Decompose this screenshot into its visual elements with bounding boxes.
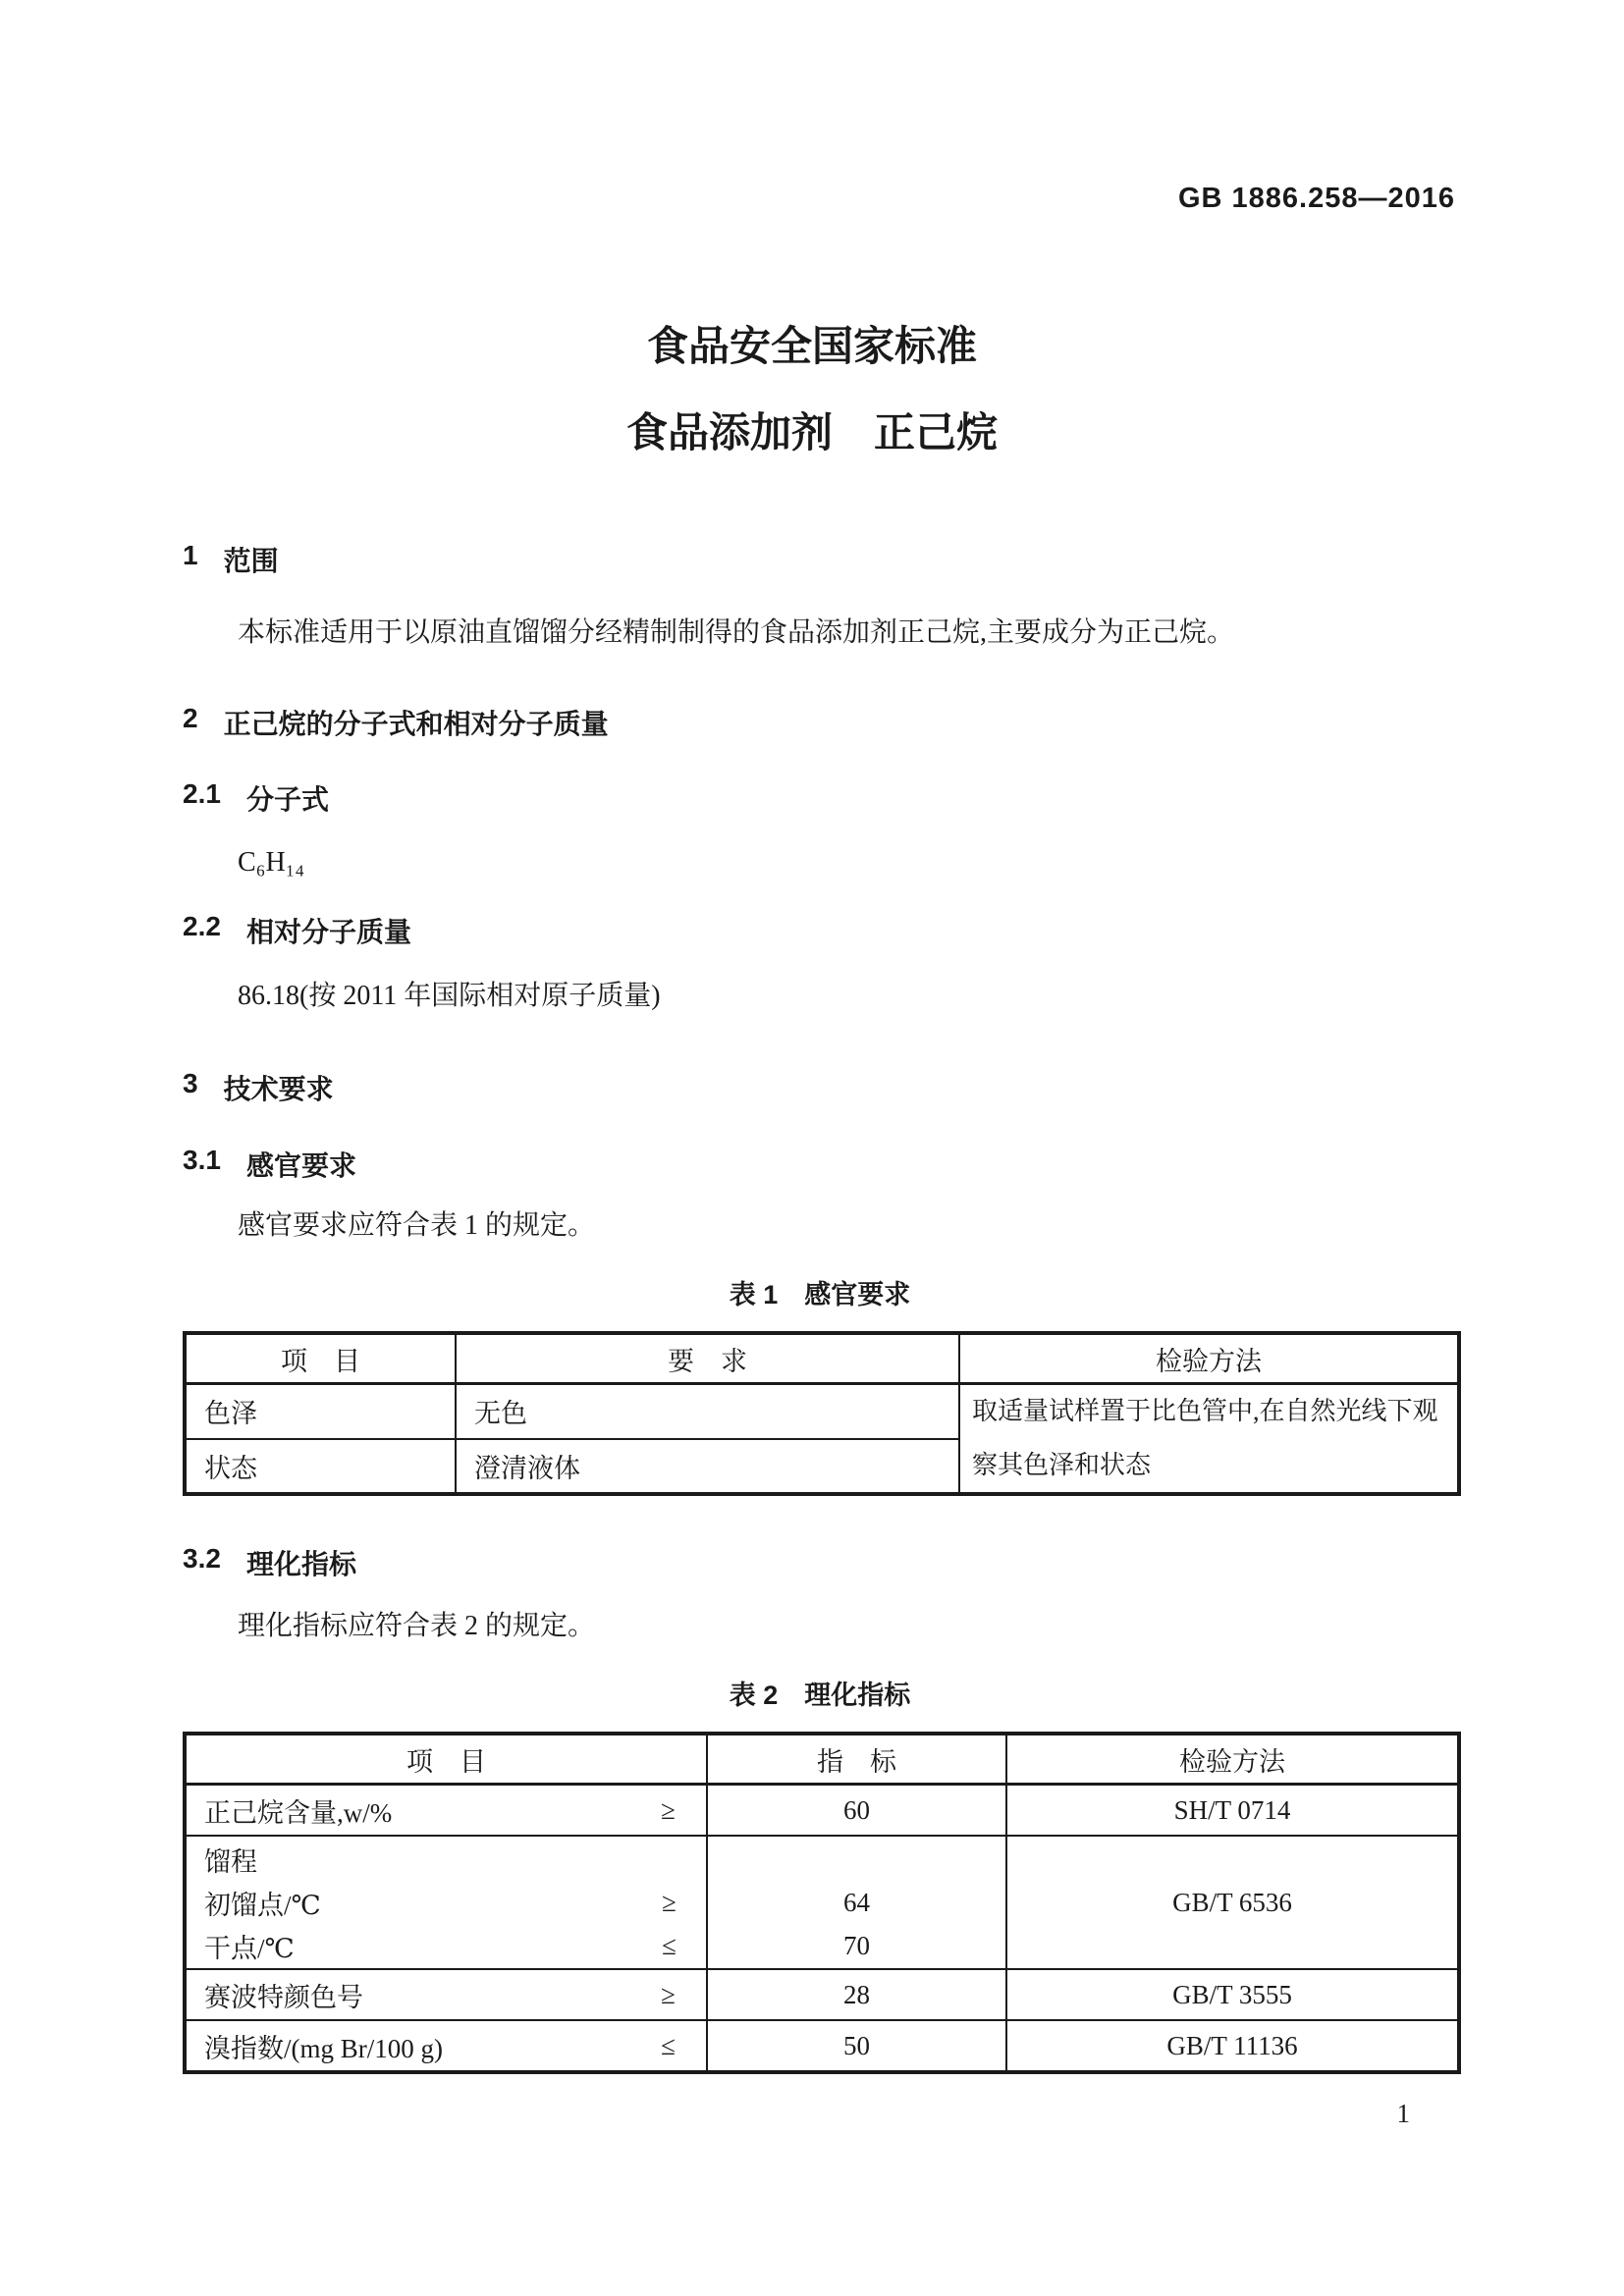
page-subtitle: 食品添加剂 正己烷: [625, 409, 998, 455]
table2-cell-value-bromine-index: 50: [707, 2020, 1006, 2072]
table2-cell-item-saybolt-color: [185, 1969, 707, 2020]
table2-cell-item-distillation: [185, 1836, 707, 1969]
table2-cell-value-distillation: [707, 1836, 1006, 1969]
table-header-row: [185, 1734, 1459, 1785]
comparator-symbol: ≥: [661, 1794, 676, 1825]
section-title: 技术要求: [223, 1074, 334, 1104]
section-heading-formula-mass: [183, 703, 1457, 742]
value-line-empty: [708, 1838, 1005, 1881]
table2-cell-item-bromine-index: [185, 2020, 707, 2072]
section-title: 感官要求: [245, 1150, 356, 1181]
comparator-symbol: ≤: [662, 1930, 677, 1960]
table2-cell-method-hexane-content: SH/T 0714: [1006, 1785, 1459, 1837]
molecular-mass-value: 86.18(按 2011 年国际相对原子质量): [238, 981, 661, 1011]
table2-cell-method-distillation: GB/T 6536: [1006, 1836, 1459, 1969]
table1-cell-requirement-color: 无色: [456, 1384, 959, 1439]
table2-cell-method-bromine-index: GB/T 11136: [1006, 2020, 1459, 2072]
section-heading-technical-requirements: [183, 1068, 1457, 1107]
sub-item-line: [187, 1924, 706, 1967]
molecular-formula: C₆H₁₄: [238, 847, 305, 878]
table1-cell-requirement-state: 澄清液体: [456, 1439, 959, 1495]
comparator-symbol: ≤: [661, 2030, 676, 2060]
section-title: 范围: [223, 546, 279, 576]
table2-header-value: 指 标: [707, 1734, 1006, 1785]
table-row: [185, 1785, 1459, 1837]
table2-cell-method-saybolt-color: GB/T 3555: [1006, 1969, 1459, 2020]
table1-caption: 表 1 感官要求: [729, 1280, 911, 1309]
section-title: 分子式: [245, 784, 329, 815]
section-number: 2.2: [183, 911, 221, 941]
sub-item-line: [187, 1881, 706, 1924]
item-label: 干点/℃: [204, 1933, 295, 1963]
table2-cell-item-hexane-content: [185, 1785, 707, 1837]
table-row: [185, 1384, 1459, 1439]
section-number: 1: [183, 540, 198, 570]
section-heading-molecular-formula: [183, 778, 1457, 818]
page-title: 食品安全国家标准: [646, 323, 977, 369]
table2-physicochemical-indicators: [183, 1732, 1461, 2074]
table-row: [185, 2020, 1459, 2072]
section-number: 3.1: [183, 1145, 221, 1175]
group-label-line: [187, 1838, 706, 1881]
section-heading-scope: [183, 540, 1457, 579]
value-line: 70: [843, 1930, 870, 1960]
table-header-row: [185, 1333, 1459, 1384]
table2-caption: 表 2 理化指标: [729, 1681, 911, 1710]
comparator-symbol: ≥: [662, 1887, 677, 1917]
section-number: 3: [183, 1068, 198, 1098]
item-label: 馏程: [204, 1846, 257, 1877]
table1-cell-method: 取适量试样置于比色管中,在自然光线下观察其色泽和状态: [959, 1384, 1459, 1495]
table1-cell-item-color: 色泽: [185, 1384, 456, 1439]
section-number: 3.2: [183, 1543, 221, 1574]
table2-cell-value-saybolt-color: 28: [707, 1969, 1006, 2020]
item-label: 溴指数/(mg Br/100 g): [204, 2033, 443, 2063]
section-heading-physicochemical: [183, 1543, 1457, 1582]
table1-header-method: 检验方法: [959, 1333, 1459, 1384]
table2-cell-value-hexane-content: 60: [707, 1785, 1006, 1837]
doc-number: GB 1886.258—2016: [1177, 183, 1455, 214]
section-body-physicochemical: 理化指标应符合表 2 的规定。: [238, 1611, 596, 1641]
item-label: 正己烷含量,w/%: [204, 1797, 393, 1828]
section-title: 理化指标: [245, 1549, 356, 1579]
table1-header-requirement: 要 求: [456, 1333, 959, 1384]
table1-header-item: 项 目: [185, 1333, 456, 1384]
comparator-symbol: ≥: [661, 1979, 676, 2009]
table1-sensory-requirements: [183, 1331, 1461, 1496]
section-body-scope: 本标准适用于以原油直馏馏分经精制制得的食品添加剂正己烷,主要成分为正己烷。: [238, 617, 1235, 648]
table1-cell-item-state: 状态: [185, 1439, 456, 1495]
section-number: 2.1: [183, 778, 221, 809]
table2-header-method: 检验方法: [1006, 1734, 1459, 1785]
table-row-distillation-group: [185, 1836, 1459, 1969]
item-label: 赛波特颜色号: [204, 1982, 363, 2012]
section-title: 相对分子质量: [245, 917, 411, 947]
section-heading-molecular-mass: [183, 911, 1457, 950]
section-body-sensory: 感官要求应符合表 1 的规定。: [238, 1210, 596, 1241]
value-line: 64: [843, 1887, 870, 1917]
section-heading-sensory: [183, 1145, 1457, 1184]
section-title: 正己烷的分子式和相对分子质量: [223, 709, 609, 739]
table-row: [185, 1969, 1459, 2020]
item-label: 初馏点/℃: [204, 1890, 321, 1920]
section-number: 2: [183, 703, 198, 733]
page-number: 1: [1396, 2099, 1410, 2128]
table2-header-item: 项 目: [185, 1734, 707, 1785]
